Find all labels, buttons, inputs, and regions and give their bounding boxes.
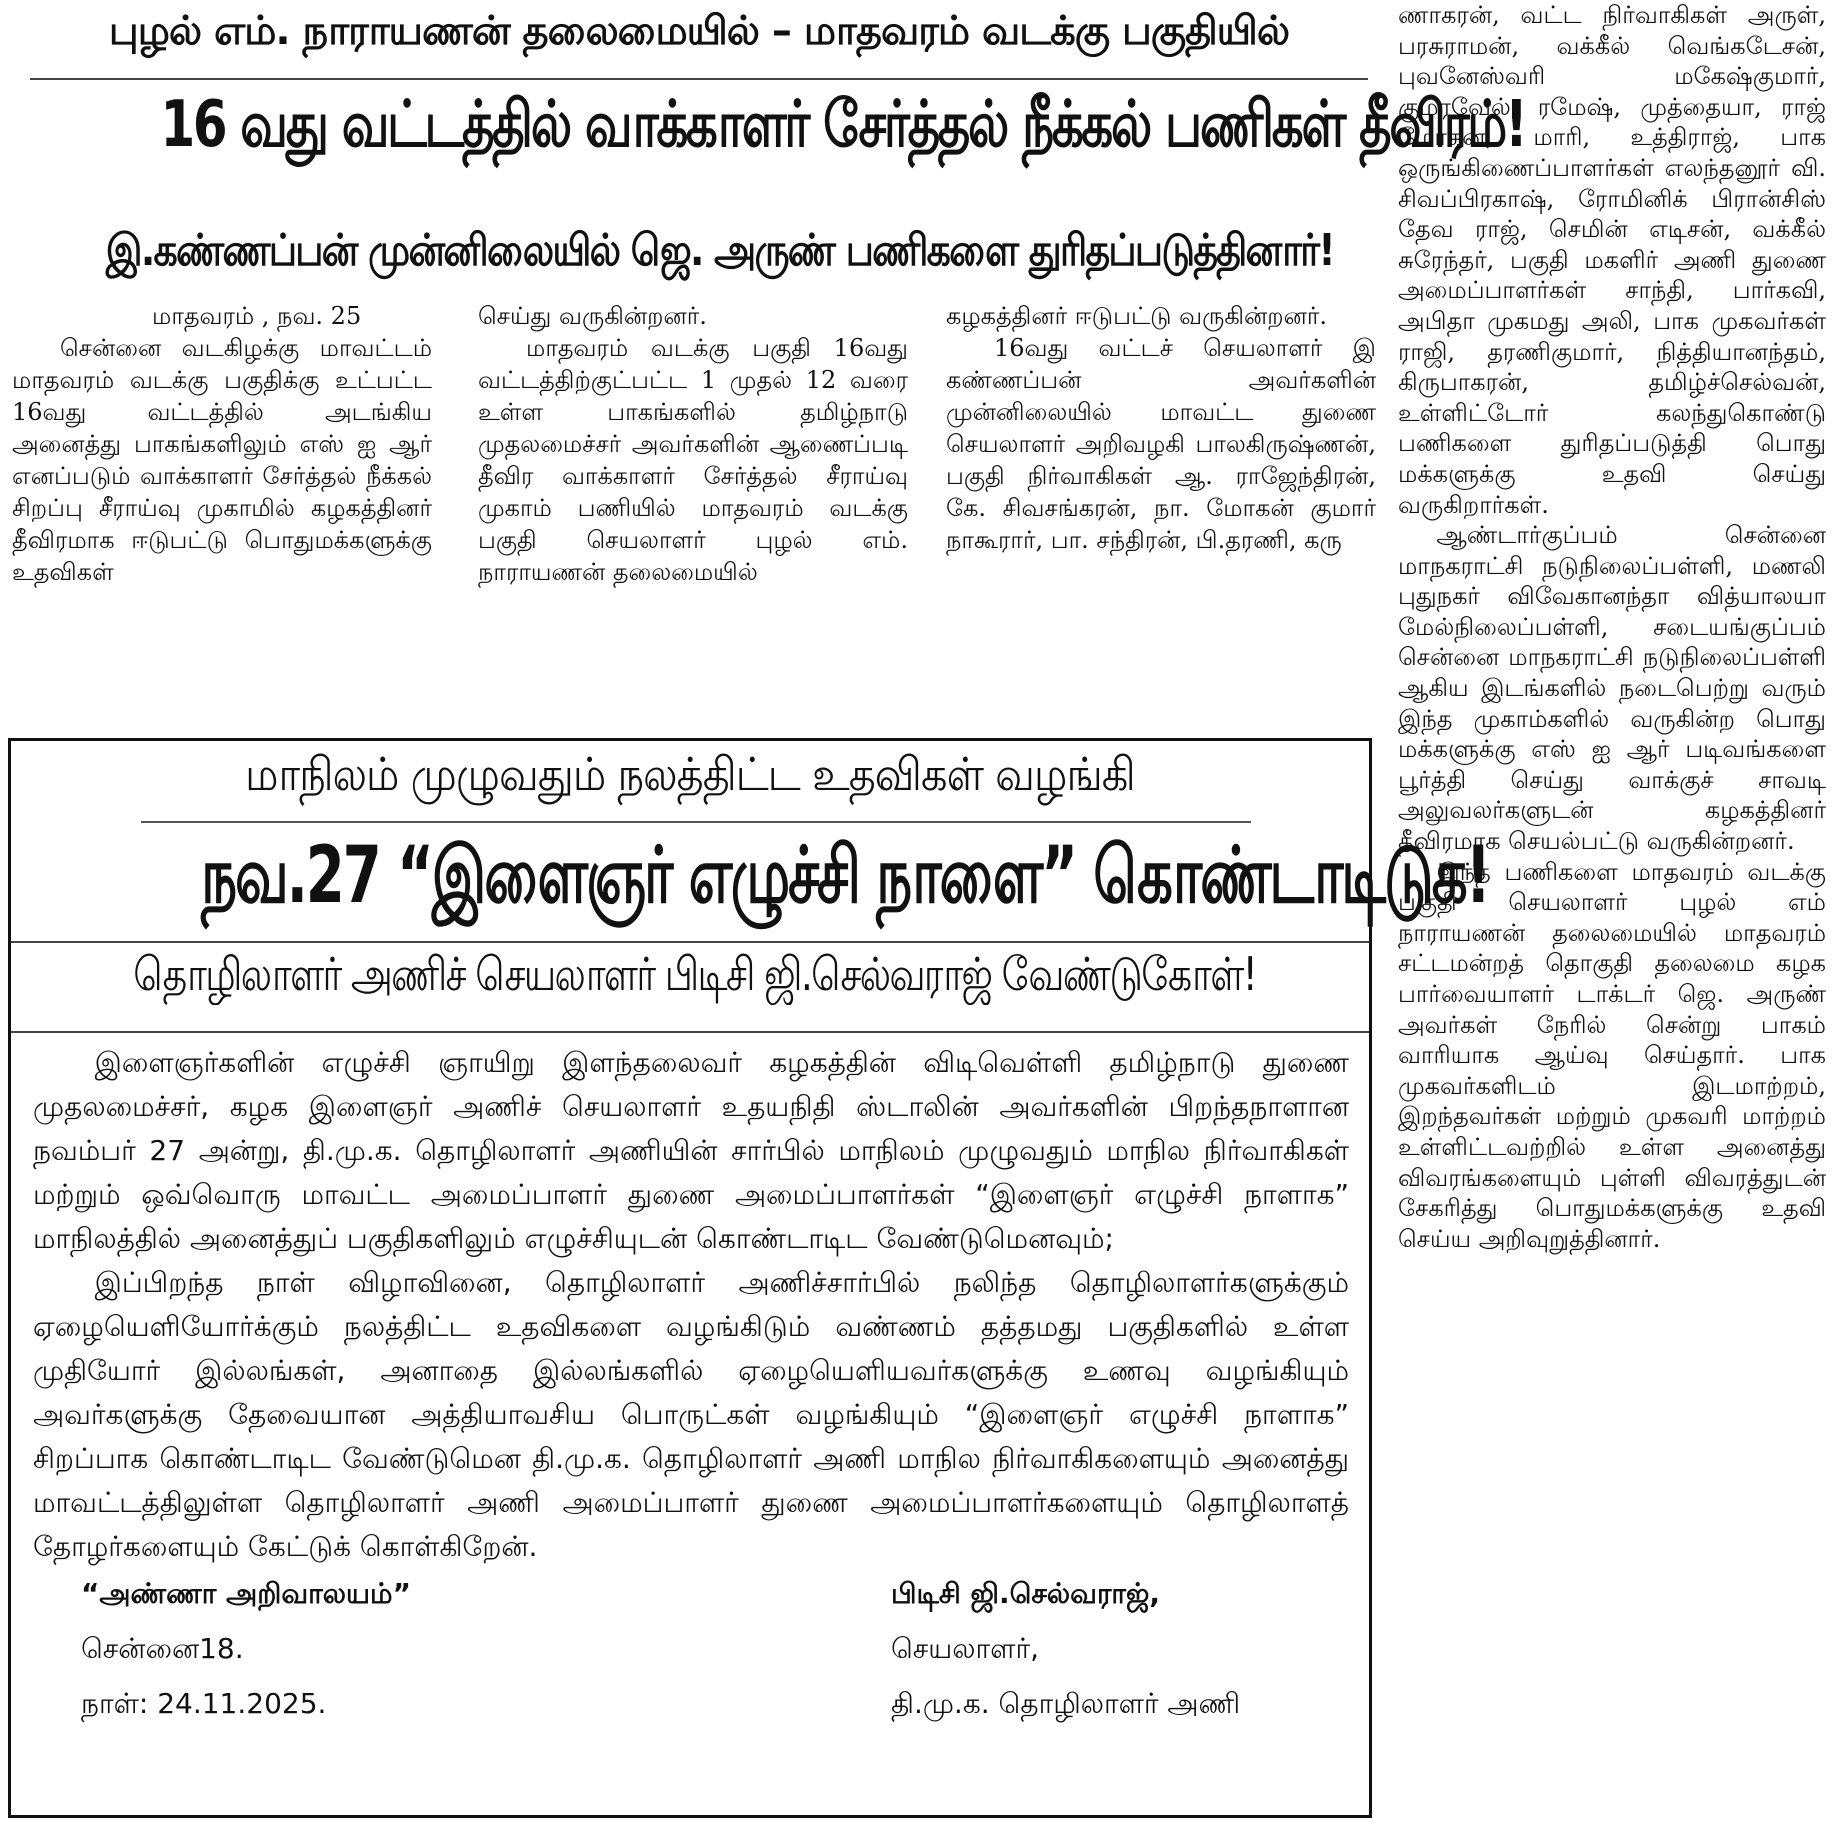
story1-headline: 16 வது வட்டத்தில் வாக்காளர் சேர்த்தல் நீக்கல் பணிகள் தீவிரம்!: [160, 88, 1526, 162]
story2-boxed-notice: [8, 738, 1489, 1818]
story1-col3-text: 16வது வட்டச் செயலாளர் இ கண்ணப்பன் அவர்களின் முன்னிலையில் மாவட்ட துணை செயலாளர் அறிவழகி பாலகிருஷ்ணன், பகுதி நிர்வாகிகள் ஆ. ராஜேந்திரன், கே. சிவசங்கரன், நா. மோகன் குமார் நாகூரார், பா. சந்திரன், பி.தரணி, கரு: [946, 334, 1376, 554]
signature-name: பிடிசி ஜி.செல்வராஜ்,: [891, 1577, 1161, 1610]
signature-org: தி.மு.க. தொழிலாளர் அணி: [891, 1687, 1241, 1720]
right-column-continuation: [1398, 0, 1826, 1830]
story1-col2-text: மாதவரம் வடக்கு பகுதி 16வது வட்டத்திற்குட்பட்ட 1 முதல் 12 வரை உள்ள பாகங்களில் தமிழ்நாடு முதலமைச்சர் அவர்களின் ஆணைப்படி தீவிர வாக்காளர் சேர்த்தல் சீராய்வு முகாம் பணியில் மாதவரம் வடக்கு பகுதி செயலாளர் புழல் எம். நாராயணன் தலைமையில்: [478, 334, 908, 586]
signature-title: செயலாளர்,: [891, 1632, 1039, 1665]
story1-col1-text: சென்னை வடகிழக்கு மாவட்டம் மாதவரம் வடக்கு பகுதிக்கு உட்பட்ட 16வது வட்டத்தில் அடங்கிய அனைத்து பாகங்களிலும் எஸ் ஐ ஆர் எனப்படும் வாக்காளர் சேர்த்தல் நீக்கல் சிறப்பு சீராய்வு முகாமில் கழகத்தினர் தீவிரமாக ஈடுபட்டு பொதுமக்களுக்கு உதவிகள்: [12, 334, 432, 586]
story1-column-3: [946, 300, 1376, 712]
sidebar-paragraph-3: இந்த பணிகளை மாதவரம் வடக்கு பகுதி செயலாளர் புழல் எம் நாராயணன் தலைமையில் மாதவரம் சட்டமன்றத் தொகுதி தலைமை கழக பார்வையாளர் டாக்டர் ஜெ. அருண் அவர்கள் நேரில் சென்று பாகம் வாரியாக ஆய்வு செய்தார். பாக முகவர்களிடம் இடமாற்றம், இறந்தவர்கள் மற்றும் முகவரி மாற்றம் உள்ளிட்டவற்றில் உள்ள அனைத்து விவரங்களையும் புள்ளி விவரத்துடன் சேகரித்து பொதுமக்களுக்கு உதவி செய்ய அறிவுறுத்தினார்.: [1398, 857, 1826, 1253]
story2-kicker-rule: [141, 821, 1251, 823]
story2-signature-left: [81, 1566, 411, 1731]
story2-headline-rule: [11, 941, 1369, 943]
story1-col2-continued: செய்து வருகின்றனர்.: [478, 302, 707, 330]
story2-paragraph-1: இளைஞர்களின் எழுச்சி ஞாயிறு இளந்தலைவர் கழகத்தின் விடிவெள்ளி தமிழ்நாடு துணை முதலமைச்சர், கழக இளைஞர் அணிச் செயலாளர் உதயநிதி ஸ்டாலின் அவர்களின் பிறந்தநாளான நவம்பர் 27 அன்று, தி.மு.க. தொழிலாளர் அணியின் சார்பில் மாநிலம் முழுவதும் மாநில நிர்வாகிகள் மற்றும் ஒவ்வொரு மாவட்ட அமைப்பாளர் துணை அமைப்பாளர்கள் “இளைஞர் எழுச்சி நாளாக” மாநிலத்தில் அனைத்துப் பகுதிகளிலும் எழுச்சியுடன் கொண்டாடிட வேண்டுமெனவும்;: [33, 1046, 1349, 1255]
signature-place: “அண்ணா அறிவாலயம்”: [81, 1577, 411, 1610]
story2-body: [33, 1041, 1349, 1569]
story2-headline: நவ.27 “இளைஞர் எழுச்சி நாளை” கொண்டாடிடுக!: [201, 831, 1489, 921]
sidebar-paragraph-1: ணாகரன், வட்ட நிர்வாகிகள் அருள், பரசுராமன், வக்கீல் வெங்கடேசன், புவனேஸ்வரி மகேஷ்குமார், குமரவேல், ரமேஷ், முத்தையா, ராஜ் மோகன், மாரி, உத்திராஜ், பாக ஒருங்கிணைப்பாளர்கள் எலந்தனூர் வி. சிவப்பிரகாஷ், ரோமினிக் பிரான்சிஸ் தேவ ராஜ், செமின் எடிசன், வக்கீல் சுரேந்தர், பகுதி மகளிர் அணி துணை அமைப்பாளர்கள் சாந்தி, பார்கவி, அபிதா முகமது அலி, பாக முகவர்கள் ராஜி, தரணிகுமார், நித்தியானந்தம், கிருபாகரன், தமிழ்ச்செல்வன், உள்ளிட்டோர் கலந்துகொண்டு பணிகளை துரிதப்படுத்தி பொது மக்களுக்கு உதவி செய்து வருகிறார்கள்.: [1398, 1, 1826, 519]
story1-dateline: மாதவரம் , நவ. 25: [152, 302, 362, 330]
story1-kicker: புழல் எம். நாராயணன் தலைமையில் – மாதவரம் வடக்கு பகுதியில்: [108, 8, 1290, 54]
story2-kicker: மாநிலம் முழுவதும் நலத்திட்ட உதவிகள் வழங்கி: [245, 747, 1135, 801]
signature-date: நாள்: 24.11.2025.: [81, 1687, 327, 1720]
story1-subheadline: இ.கண்ணப்பன் முன்னிலையில் ஜெ. அருண் பணிகளை துரிதப்படுத்தினார்!: [105, 225, 1334, 276]
story1-column-2: [478, 300, 908, 712]
sidebar-paragraph-2: ஆண்டார்குப்பம் சென்னை மாநகராட்சி நடுநிலைப்பள்ளி, மணலி புதுநகர் விவேகானந்தா வித்யாலயா மேல்நிலைப்பள்ளி, சடையங்குப்பம் சென்னை மாநகராட்சி நடுநிலைப்பள்ளி ஆகிய இடங்களில் நடைபெற்று வரும் இந்த முகாம்களில் வருகின்ற பொது மக்களுக்கு எஸ் ஐ ஆர் படிவங்களை பூர்த்தி செய்து வாக்குச் சாவடி அலுவலர்களுடன் கழகத்தினர் தீவிரமாக செயல்பட்டு வருகின்றனர்.: [1398, 521, 1826, 856]
story1-column-1: [12, 300, 432, 712]
story2-subheadline-rule: [11, 1031, 1369, 1033]
story2-paragraph-2: இப்பிறந்த நாள் விழாவினை, தொழிலாளர் அணிச்சார்பில் நலிந்த தொழிலாளர்களுக்கும் ஏழையெளியோர்க்கும் நலத்திட்ட உதவிகளை வழங்கிடும் வண்ணம் தத்தமது பகுதிகளில் உள்ள முதியோர் இல்லங்கள், அனாதை இல்லங்களில் ஏழையெளியவர்களுக்கு உணவு வழங்கியும் அவர்களுக்கு தேவையான அத்தியாவசிய பொருட்கள் வழங்கியும் “இளைஞர் எழுச்சி நாளாக” சிறப்பாக கொண்டாடிட வேண்டுமென தி.மு.க. தொழிலாளர் அணி மாநில நிர்வாகிகளையும் அனைத்து மாவட்டத்திலுள்ள தொழிலாளர் அணி அமைப்பாளர் துணை அமைப்பாளர்களையும் தொழிலாளத் தோழர்களையும் கேட்டுக் கொள்கிறேன்.: [33, 1266, 1349, 1563]
story2-signature-right: [891, 1566, 1240, 1731]
story1-kicker-rule: [30, 78, 1368, 80]
story2-subheadline: தொழிலாளர் அணிச் செயலாளர் பிடிசி ஜி.செல்வராஜ் வேண்டுகோள்!: [133, 947, 1257, 1001]
signature-city: சென்னை18.: [81, 1632, 244, 1665]
story1-col3-continued: கழகத்தினர் ஈடுபட்டு வருகின்றனர்.: [946, 302, 1328, 330]
